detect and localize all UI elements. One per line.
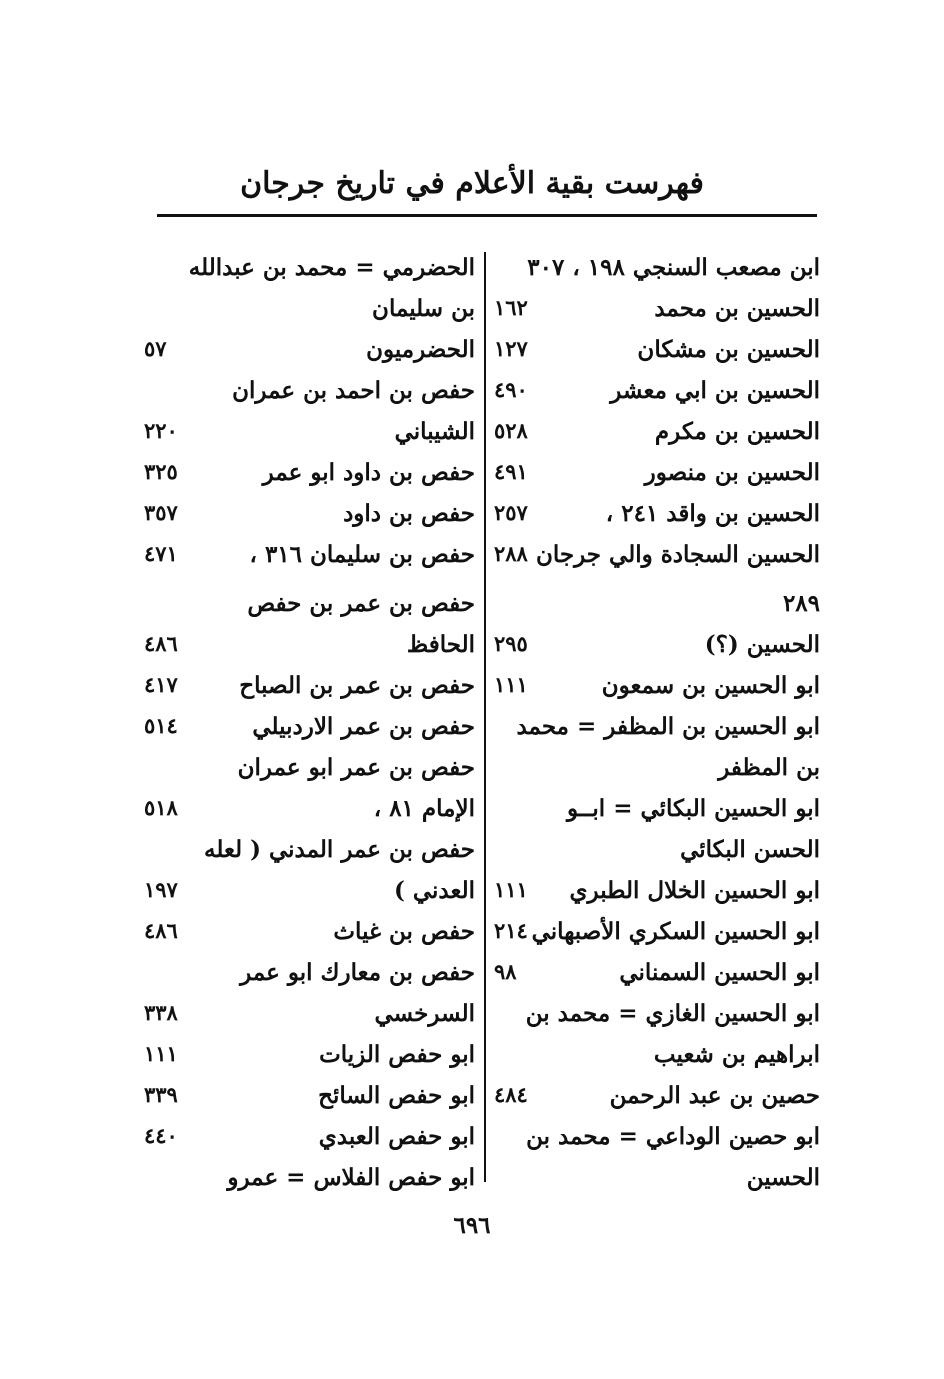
index-entry (490, 836, 820, 876)
entry-name: الحسين بن منصور (644, 459, 820, 486)
index-entry (140, 590, 475, 630)
entry-name: ابو الحسين الغازي = محمد بن (525, 1000, 820, 1027)
entry-page-number: ١٩٧ (144, 877, 178, 902)
index-entry (490, 795, 820, 835)
entry-name: ابو الحسين السمناني (619, 959, 820, 986)
entry-name: ابراهيم بن شعيب (653, 1041, 820, 1068)
index-entry (140, 1164, 475, 1204)
index-entry (490, 1164, 820, 1204)
index-entry (140, 1082, 475, 1122)
entry-page-number: ١١١ (494, 672, 528, 697)
entry-name: ابو حصين الوداعي = محمد بن (526, 1123, 820, 1150)
entry-name: بن المظفر (718, 754, 820, 781)
entry-name: حفص بن عمر بن الصباح (239, 672, 475, 699)
index-entry (140, 877, 475, 917)
index-entry (490, 541, 820, 581)
entry-name: الحسين (746, 1164, 820, 1191)
entry-page-number: ٤١٧ (144, 672, 178, 697)
entry-name: حفص بن احمد بن عمران (232, 377, 475, 404)
entry-page-number: ٤٨٤ (494, 1082, 528, 1107)
entry-name: حفص بن عمر المدني ( لعله (204, 836, 475, 863)
entry-name: ابو حفص السائح (318, 1082, 475, 1109)
entry-name: الحسين السجادة والي جرجان (536, 541, 820, 568)
entry-name: ابو الحسين الخلال الطبري (569, 877, 820, 904)
index-entry (490, 590, 820, 630)
entry-name: ٢٨٩ (782, 590, 820, 617)
entry-name: ابو الحسين بن المظفر = محمد (516, 713, 820, 740)
index-entry (140, 377, 475, 417)
entry-name: الحسين بن ابي معشر (610, 377, 820, 404)
entry-name: ابو حفص الفلاس = عمرو (227, 1164, 475, 1191)
entry-name: حفص بن غياث (333, 918, 475, 945)
entry-name: الحسين بن مكرم (654, 418, 820, 445)
entry-name: حفص بن عمر بن حفص (247, 590, 475, 617)
index-entry (140, 500, 475, 540)
index-entry (140, 754, 475, 794)
entry-page-number: ٣٣٨ (144, 1000, 178, 1025)
entry-name: السرخسي (374, 1000, 475, 1027)
entry-page-number: ١٦٢ (494, 295, 528, 320)
index-entry (140, 254, 475, 294)
index-entry (490, 754, 820, 794)
entry-name: ابو حفص الزيات (319, 1041, 475, 1068)
entry-page-number: ٣٢٥ (144, 459, 178, 484)
entry-page-number: ٤٩١ (494, 459, 528, 484)
entry-page-number: ٢٨٨ (494, 541, 528, 566)
index-entry (490, 713, 820, 753)
index-entry (140, 459, 475, 499)
entry-page-number: ٣٥٧ (144, 500, 178, 525)
entry-page-number: ٤٧١ (144, 541, 178, 566)
entry-name: الحضرميون (366, 336, 475, 363)
index-entry (140, 541, 475, 581)
index-entry (140, 795, 475, 835)
entry-name: حصين بن عبد الرحمن (609, 1082, 820, 1109)
page-number: ٦٩٦ (453, 1212, 491, 1239)
index-entry (140, 713, 475, 753)
index-entry (490, 1041, 820, 1081)
entry-page-number: ٣٣٩ (144, 1082, 178, 1107)
column-divider (484, 252, 486, 1182)
index-entry (490, 418, 820, 458)
index-entry (490, 336, 820, 376)
index-entry (140, 1000, 475, 1040)
index-entry (140, 418, 475, 458)
entry-page-number: ٤٩٠ (494, 377, 528, 402)
entry-page-number: ٩٨ (494, 959, 517, 984)
index-entry (490, 1123, 820, 1163)
entry-page-number: ٢٥٧ (494, 500, 528, 525)
index-entry (490, 254, 820, 294)
header-rule (157, 214, 817, 217)
entry-name: حفص بن عمر ابو عمران (237, 754, 475, 781)
entry-page-number: ٢٩٥ (494, 631, 528, 656)
entry-name: حفص بن سليمان ٣١٦ ، (249, 541, 475, 568)
entry-name: الحسين بن مشكان (637, 336, 820, 363)
entry-page-number: ٥٧ (144, 336, 167, 361)
index-entry (140, 918, 475, 958)
index-entry (490, 959, 820, 999)
entry-name: الحسين بن محمد (654, 295, 820, 322)
entry-page-number: ٤٤٠ (144, 1123, 178, 1148)
entry-name: ابن مصعب السنجي ١٩٨ ، ٣٠٧ (527, 254, 820, 281)
index-entry (140, 631, 475, 671)
index-entry (140, 959, 475, 999)
entry-name: الحسين بن واقد ٢٤١ ، (605, 500, 820, 527)
entry-name: الإمام ٨١ ، (373, 795, 475, 822)
entry-name: الحسن البكائي (680, 836, 820, 863)
index-entry (490, 459, 820, 499)
index-entry (140, 1123, 475, 1163)
entry-name: بن سليمان (372, 295, 475, 322)
entry-name: ابو الحسين السكري الأصبهاني (531, 918, 820, 945)
entry-page-number: ٢١٤ (494, 918, 528, 943)
entry-name: الحافظ (406, 631, 475, 658)
entry-name: حفص بن معارك ابو عمر (240, 959, 475, 986)
entry-page-number: ٤٨٦ (144, 918, 178, 943)
entry-name: ابو الحسين البكائي = ابــو (567, 795, 820, 822)
entry-page-number: ٥١٨ (144, 795, 178, 820)
entry-page-number: ١١١ (494, 877, 528, 902)
entry-name: حفص بن عمر الاردبيلي (252, 713, 475, 740)
index-entry (140, 1041, 475, 1081)
index-entry (140, 836, 475, 876)
entry-name: ابو الحسين بن سمعون (601, 672, 820, 699)
index-entry (490, 1000, 820, 1040)
entry-name: الشيباني (394, 418, 475, 445)
entry-page-number: ١٢٧ (494, 336, 528, 361)
index-entry (490, 1082, 820, 1122)
index-entry (490, 918, 820, 958)
entry-name: الحضرمي = محمد بن عبدالله (188, 254, 475, 281)
index-entry (140, 336, 475, 376)
entry-page-number: ٤٨٦ (144, 631, 178, 656)
entry-page-number: ١١١ (144, 1041, 178, 1066)
entry-page-number: ٢٢٠ (144, 418, 178, 443)
index-entry (490, 672, 820, 712)
entry-name: ابو حفص العبدي (318, 1123, 475, 1150)
index-entry (490, 295, 820, 335)
index-entry (490, 877, 820, 917)
index-entry (140, 672, 475, 712)
entry-name: العدني ) (393, 877, 475, 904)
page-header-title: فهرست بقية الأعلام في تاريخ جرجان (240, 166, 704, 201)
index-entry (140, 295, 475, 335)
entry-name: الحسين (؟) (704, 631, 820, 658)
index-entry (490, 631, 820, 671)
entry-name: حفص بن داود (343, 500, 475, 527)
index-entry (490, 377, 820, 417)
entry-page-number: ٥٢٨ (494, 418, 528, 443)
entry-name: حفص بن داود ابو عمر (262, 459, 475, 486)
index-entry (490, 500, 820, 540)
entry-page-number: ٥١٤ (144, 713, 178, 738)
